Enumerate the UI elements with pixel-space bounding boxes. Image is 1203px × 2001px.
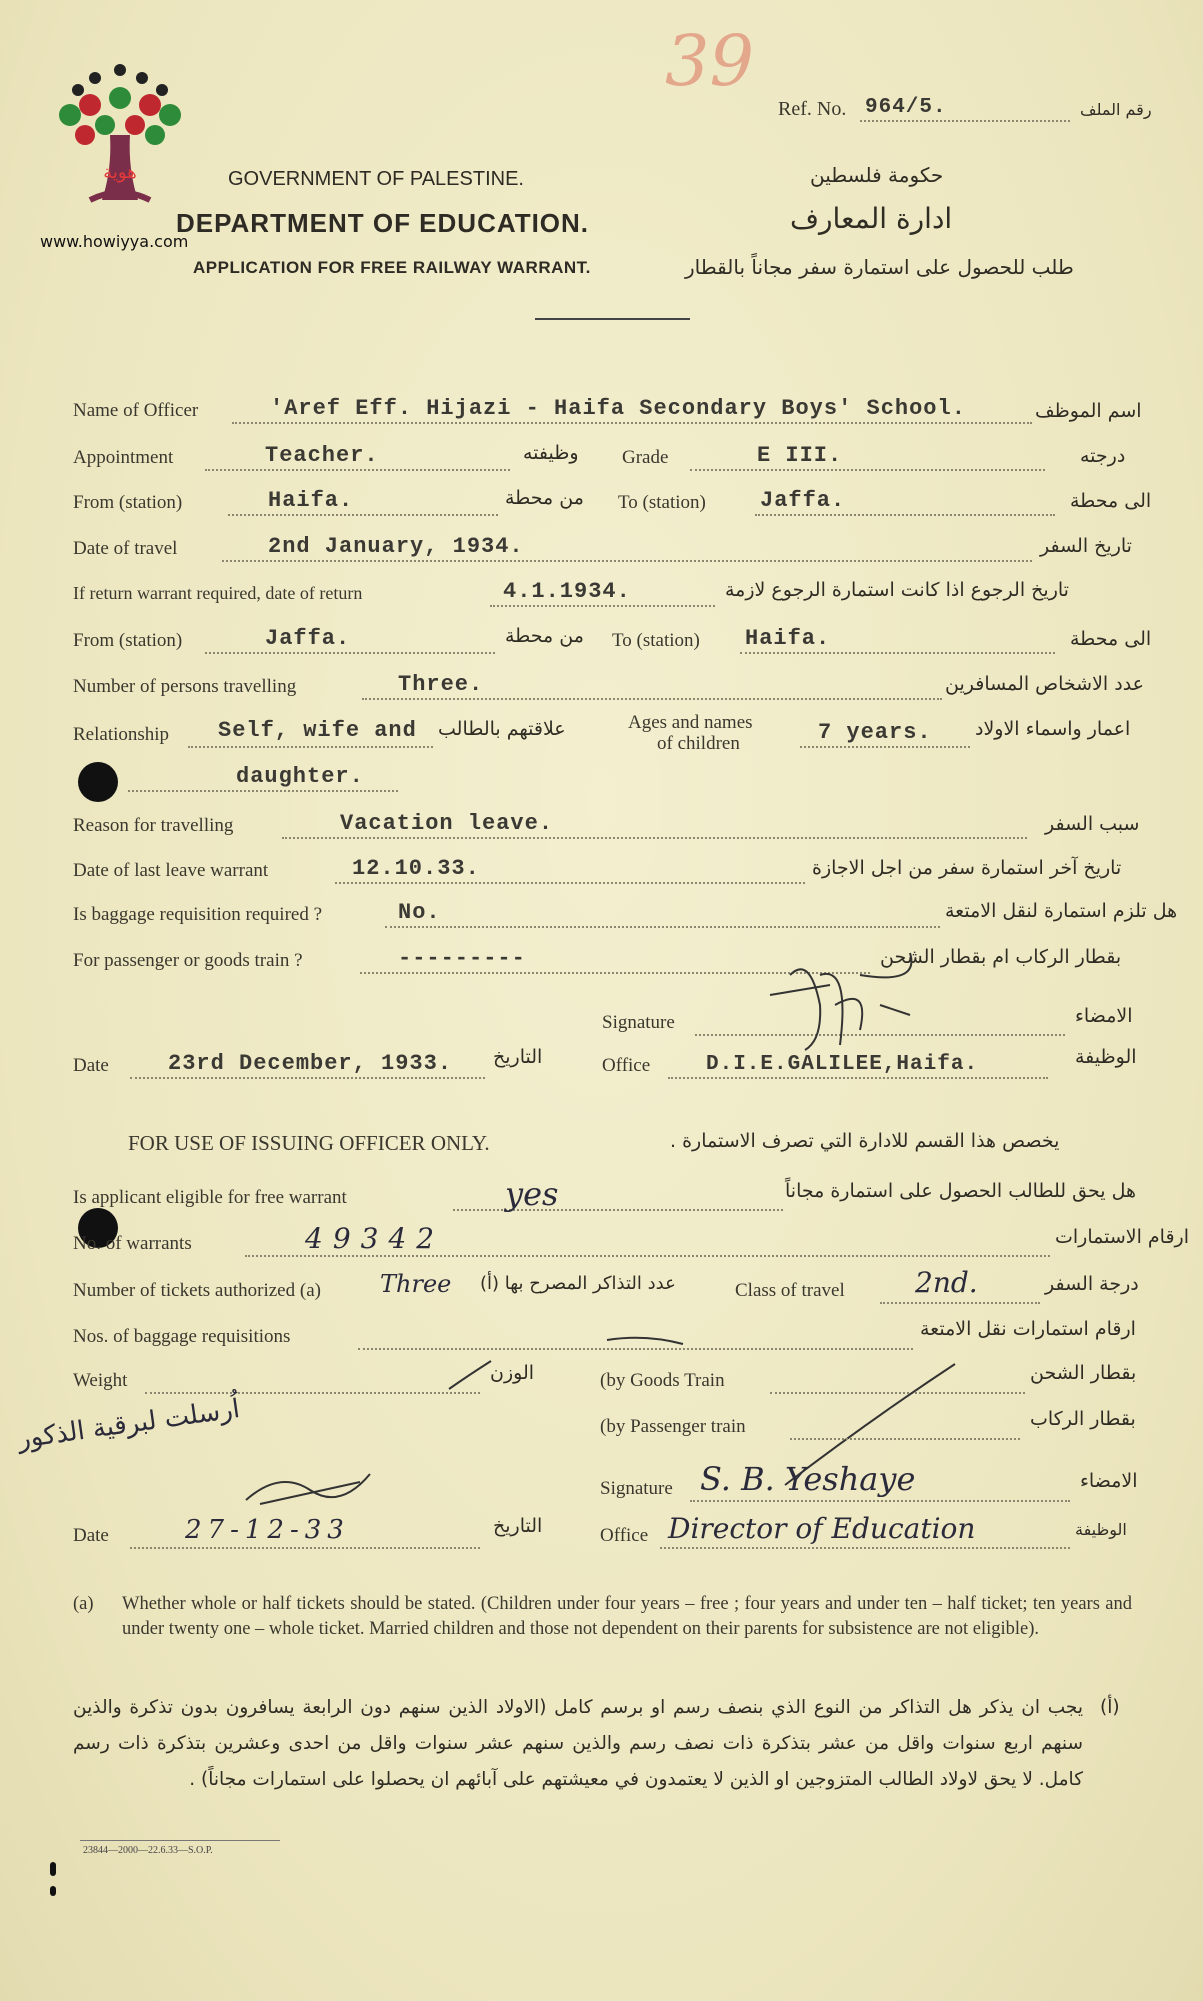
page-number: 39 (665, 20, 755, 102)
relationship-value: Self, wife and (218, 718, 417, 743)
issue-date-label-ar: التاريخ (493, 1515, 543, 1537)
issuing-title: FOR USE OF ISSUING OFFICER ONLY. (128, 1131, 490, 1155)
note-marker: (a) (73, 1594, 94, 1614)
persons-value: Three. (398, 672, 484, 697)
passenger-train-label: (by Passenger train (600, 1416, 746, 1437)
class-label: Class of travel (735, 1280, 845, 1301)
tickets-value: Three (380, 1270, 452, 1298)
dept-title-ar: ادارة المعارف (790, 202, 953, 235)
reason-value: Vacation leave. (340, 811, 554, 836)
margin-note: اُرسلت لبرقية الذكور (15, 1394, 242, 1455)
reason-label-ar: سبب السفر (1045, 813, 1140, 835)
persons-label-ar: عدد الاشخاص المسافرين (945, 673, 1145, 695)
ref-label-ar: رقم الملف (1080, 100, 1152, 119)
reason-label: Reason for travelling (73, 815, 234, 836)
class-value: 2nd. (915, 1266, 978, 1299)
grade-value: E III. (757, 443, 843, 468)
relationship-value-2: daughter. (236, 764, 364, 789)
last-leave-value: 12.10.33. (352, 856, 480, 881)
train-label-ar: بقطار الركاب ام بقطار الشحن (880, 946, 1122, 968)
tickets-label-ar: عدد التذاكر المصرح بها (أ) (480, 1273, 676, 1294)
return-from-label: From (station) (73, 630, 183, 651)
issuer-signature-label-ar: الامضاء (1080, 1470, 1138, 1492)
goods-train-label: (by Goods Train (600, 1370, 725, 1391)
issue-office-label-ar: الوظيفة (1075, 1520, 1127, 1539)
appointment-value: Teacher. (265, 443, 379, 468)
weight-strike (445, 1355, 495, 1395)
travel-date-label-ar: تاريخ السفر (1040, 535, 1132, 557)
note-en: Whether whole or half tickets should be stated. (Children under four years – free ; four years and under ten – half ticket; ten years and under twenty one – whole ticket. Married children and those not dependent on their parents for subsistence are not eligible). (122, 1594, 1132, 1639)
from-station-label: From (station) (73, 492, 183, 513)
eligible-label: Is applicant eligible for free warrant (73, 1187, 347, 1208)
appointment-label: Appointment (73, 447, 174, 468)
baggage-value: No. (398, 900, 441, 925)
signature-label: Signature (602, 1012, 675, 1033)
return-from-value: Jaffa. (265, 626, 351, 651)
passenger-train-label-ar: بقطار الركاب (1030, 1408, 1136, 1430)
logo-text: هوية (103, 162, 137, 183)
last-leave-label: Date of last leave warrant (73, 860, 269, 881)
baggage-requisitions-strike (605, 1330, 685, 1350)
officer-value: 'Aref Eff. Hijazi - Haifa Secondary Boys' School. (270, 396, 966, 421)
office-value: D.I.E.GALILEE,Haifa. (706, 1053, 979, 1076)
warrants-label: No. of warrants (73, 1233, 192, 1254)
children-label-1: Ages and names (628, 712, 753, 733)
logo-site: www.howiyya.com (40, 232, 189, 251)
baggage-requisitions-label-ar: ارقام استمارات نقل الامتعة (920, 1318, 1136, 1340)
children-label-ar: اعمار واسماء الاولاد (975, 718, 1131, 740)
ref-value: 964/5. (865, 96, 947, 119)
travel-date-label: Date of travel (73, 538, 178, 559)
imprint-rule (80, 1840, 280, 1841)
grade-label-ar: درجته (1080, 445, 1126, 467)
to-station-label-ar: الى محطة (1070, 490, 1152, 512)
applicant-signature (760, 945, 950, 1055)
return-date-value: 4.1.1934. (503, 579, 631, 604)
from-station-value: Haifa. (268, 488, 354, 513)
officer-label: Name of Officer (73, 400, 199, 421)
weight-label-ar: الوزن (490, 1362, 535, 1384)
punch-mark-2 (50, 1886, 56, 1896)
eligible-label-ar: هل يحق للطالب الحصول على استمارة مجاناً (785, 1180, 1136, 1202)
issue-date-label: Date (73, 1525, 109, 1546)
punch-hole-1 (78, 762, 118, 802)
children-label-2: of children (657, 733, 740, 754)
return-date-label: If return warrant required, date of return (73, 583, 363, 603)
return-date-label-ar: تاريخ الرجوع اذا كانت استمارة الرجوع لازمة (725, 579, 1069, 601)
gov-title: GOVERNMENT OF PALESTINE. (228, 168, 524, 190)
goods-train-label-ar: بقطار الشحن (1030, 1362, 1137, 1384)
appointment-label-ar: وظيفته (523, 442, 579, 464)
baggage-label-ar: هل تلزم استمارة لنقل الامتعة (945, 900, 1178, 922)
margin-initials (240, 1460, 380, 1510)
date-label-ar: التاريخ (493, 1046, 543, 1068)
to-station-label: To (station) (618, 492, 706, 513)
issue-office-label: Office (600, 1525, 649, 1546)
children-value: 7 years. (818, 720, 932, 745)
return-to-label: To (station) (612, 630, 700, 651)
officer-label-ar: اسم الموظف (1035, 400, 1142, 422)
family-tree-logo-icon (40, 60, 200, 230)
date-value: 23rd December, 1933. (168, 1051, 453, 1076)
last-leave-label-ar: تاريخ آخر استمارة سفر من اجل الاجازة (812, 857, 1122, 879)
gov-title-ar: حكومة فلسطين (810, 163, 944, 187)
weight-label: Weight (73, 1370, 128, 1391)
train-value: --------- (398, 946, 526, 971)
to-station-value: Jaffa. (760, 488, 846, 513)
tickets-label: Number of tickets authorized (a) (73, 1280, 321, 1301)
train-label: For passenger or goods train ? (73, 950, 303, 971)
dept-title: DEPARTMENT OF EDUCATION. (176, 208, 590, 238)
punch-mark-1 (50, 1862, 56, 1876)
signature-label-ar: الامضاء (1075, 1005, 1133, 1027)
return-to-value: Haifa. (745, 626, 831, 651)
date-label: Date (73, 1055, 109, 1076)
issue-date-value: 27-12-33 (185, 1515, 350, 1545)
issuing-title-ar: يخصص هذا القسم للادارة التي تصرف الاستمارة . (670, 1130, 1060, 1152)
from-station-label-ar: من محطة (505, 487, 584, 509)
persons-label: Number of persons travelling (73, 676, 297, 697)
class-label-ar: درجة السفر (1045, 1273, 1139, 1295)
header-divider (535, 318, 690, 320)
baggage-label: Is baggage requisition required ? (73, 904, 323, 925)
eligible-value: yes (505, 1175, 559, 1213)
form-title-ar: طلب للحصول على استمارة سفر مجاناً بالقطار (685, 255, 1074, 279)
relationship-label: Relationship (73, 724, 170, 745)
office-label-ar: الوظيفة (1075, 1046, 1137, 1068)
relationship-label-ar: علاقتهم بالطالب (438, 718, 566, 740)
printer-imprint: 23844—2000—22.6.33—S.O.P. (83, 1845, 213, 1856)
note-ar: يجب ان يذكر هل التذاكر من النوع الذي بنصف رسم او برسم كامل (الاولاد الذين سنهم دون الرابعة يسافرون بدون تذكرة والذين سنهم اربع سنوات واقل من عشر بتذكرة ذات نصف رسم والذين سنهم عشر سنوات واقل من احدى وعشرين بتذكرة ذات رسم كامل. لا يحق لاولاد الطالب المتزوجين او الذين لا يعتمدون في معيشتهم على آبائهم ان يحصلوا على استمارات مجاناً) . (73, 1697, 1083, 1790)
issuer-signature: S. B. Yeshaye (700, 1460, 916, 1498)
grade-label: Grade (622, 447, 669, 468)
return-to-label-ar: الى محطة (1070, 628, 1152, 650)
issuer-signature-label: Signature (600, 1478, 673, 1499)
ref-label: Ref. No. (778, 98, 847, 120)
return-from-label-ar: من محطة (505, 625, 584, 647)
office-label: Office (602, 1055, 651, 1076)
warrants-label-ar: ارقام الاستمارات (1055, 1226, 1190, 1248)
baggage-requisitions-label: Nos. of baggage requisitions (73, 1326, 291, 1347)
note-marker-ar: (أ) (1100, 1697, 1120, 1718)
warrants-value: 49342 (305, 1222, 445, 1255)
travel-date-value: 2nd January, 1934. (268, 534, 524, 559)
form-title: APPLICATION FOR FREE RAILWAY WARRANT. (193, 258, 591, 277)
issue-office-value: Director of Education (668, 1512, 976, 1545)
